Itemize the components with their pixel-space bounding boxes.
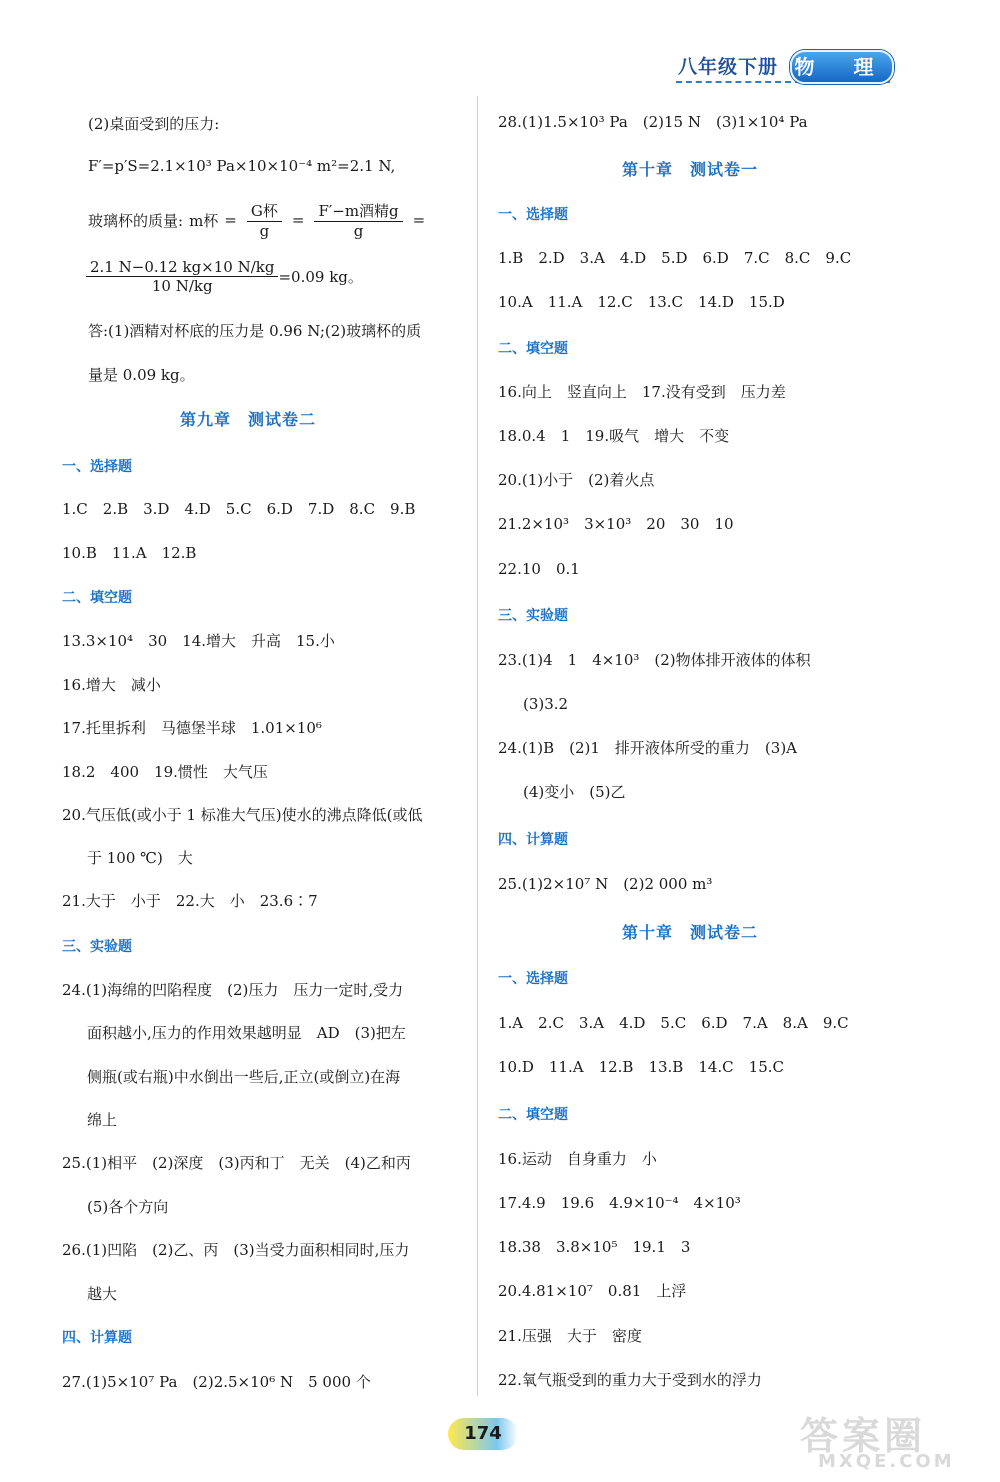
answer-line: 22.10 0.1 — [498, 560, 580, 578]
section-title: 四、计算题 — [62, 1330, 132, 1346]
formula-symbol: m杯 — [189, 211, 219, 230]
fraction: $\frac{\text{G杯}}{g}$ — [247, 200, 282, 240]
answer-line: 18.38 3.8×10⁵ 19.1 3 — [498, 1238, 691, 1256]
page-number: 174 — [448, 1418, 518, 1450]
subject-badge: 物 理 — [790, 50, 894, 84]
answer-line: 26.(1)凹陷 (2)乙、丙 (3)当受力面积相同时,压力 — [62, 1241, 410, 1259]
answer-line: 10.A 11.A 12.C 13.C 14.D 15.D — [498, 293, 785, 311]
glass-mass-result — [86, 258, 363, 295]
answer-line: 1.A 2.C 3.A 4.D 5.C 6.D 7.A 8.A 9.C — [498, 1014, 849, 1032]
answer-line: 10.D 11.A 12.B 13.B 14.C 15.C — [498, 1058, 784, 1076]
answer-line: 18.2 400 19.惯性 大气压 — [62, 763, 268, 781]
section-title: 三、实验题 — [62, 939, 132, 955]
answer-line: 侧瓶(或右瓶)中水倒出一些后,正立(或倒立)在海 — [72, 1068, 401, 1086]
answer-line: 20.4.81×10⁷ 0.81 上浮 — [498, 1282, 687, 1300]
fraction: $\frac{2.1 N-0.12 kg\times 10 N/kg}{10 N/kg}$ — [86, 258, 278, 295]
answer-line: 21.2×10³ 3×10³ 20 30 10 — [498, 515, 734, 533]
answer-line: (5)各个方向 — [72, 1198, 169, 1216]
answer-line: 20.(1)小于 (2)着火点 — [498, 471, 655, 489]
column-divider — [477, 96, 478, 1396]
formula-text: 玻璃杯的质量: — [88, 211, 184, 230]
answer-line: 16.增大 减小 — [62, 676, 161, 694]
answer-line: 24.(1)B (2)1 排开液体所受的重力 (3)A — [498, 739, 797, 757]
answer-line: F′=p′S=2.1×10³ Pa×10×10⁻⁴ m²=2.1 N, — [88, 157, 396, 175]
watermark-sub: MXQE.COM — [818, 1451, 955, 1472]
watermark-main: 答案圈 — [800, 1414, 927, 1458]
answer-line: 16.向上 竖直向上 17.没有受到 压力差 — [498, 383, 786, 401]
answer-line: 28.(1)1.5×10³ Pa (2)15 N (3)1×10⁴ Pa — [498, 113, 808, 131]
section-title: 三、实验题 — [498, 608, 568, 624]
answer-line: 越大 — [72, 1285, 118, 1303]
answer-line: 面积越小,压力的作用效果越明显 AD (3)把左 — [72, 1024, 406, 1042]
section-title: 一、选择题 — [62, 459, 132, 475]
section-title: 一、选择题 — [498, 971, 568, 987]
answer-line: 20.气压低(或小于 1 标准大气压)使水的沸点降低(或低 — [62, 806, 423, 824]
answer-line: 于 100 ℃) 大 — [72, 849, 193, 867]
fraction: $\frac{\text{F′−m酒精g}}{g}$ — [314, 200, 402, 240]
chapter-title: 第十章 测试卷二 — [622, 923, 759, 942]
answer-line: 1.B 2.D 3.A 4.D 5.D 6.D 7.C 8.C 9.C — [498, 249, 852, 267]
answer-line: 22.氧气瓶受到的重力大于受到水的浮力 — [498, 1371, 762, 1389]
chapter-title: 第十章 测试卷一 — [622, 160, 759, 179]
section-title: 二、填空题 — [498, 341, 568, 357]
answer-line: 10.B 11.A 12.B — [62, 544, 197, 562]
watermark-logo — [800, 1405, 990, 1477]
answer-line: 答:(1)酒精对杯底的压力是 0.96 N;(2)玻璃杯的质 — [88, 322, 422, 340]
answer-line: 16.运动 自身重力 小 — [498, 1150, 657, 1168]
formula-equals: = — [412, 211, 426, 229]
answer-line: 27.(1)5×10⁷ Pa (2)2.5×10⁶ N 5 000 个 — [62, 1373, 371, 1391]
answer-line: 24.(1)海绵的凹陷程度 (2)压力 压力一定时,受力 — [62, 981, 404, 999]
formula-equals: = — [224, 211, 237, 229]
answer-line: 21.压强 大于 密度 — [498, 1327, 642, 1345]
glass-mass-formula — [88, 200, 425, 240]
formula-equals: = — [291, 211, 305, 229]
answer-line: 18.0.4 1 19.吸气 增大 不变 — [498, 427, 730, 445]
section-title: 四、计算题 — [498, 832, 568, 848]
section-title: 二、填空题 — [498, 1107, 568, 1123]
answer-line: (3)3.2 — [508, 695, 569, 713]
answer-line: (4)变小 (5)乙 — [508, 783, 626, 801]
section-title: 二、填空题 — [62, 590, 132, 606]
answer-line: 17.4.9 19.6 4.9×10⁻⁴ 4×10³ — [498, 1194, 741, 1212]
answer-line: 13.3×10⁴ 30 14.增大 升高 15.小 — [62, 632, 335, 650]
answer-line: 25.(1)相平 (2)深度 (3)丙和丁 无关 (4)乙和丙 — [62, 1154, 411, 1172]
answer-line: 21.大于 小于 22.大 小 23.6∶7 — [62, 892, 318, 910]
answer-line: 量是 0.09 kg。 — [88, 366, 195, 384]
grade-label: 八年级下册 — [678, 56, 779, 78]
answer-line: 25.(1)2×10⁷ N (2)2 000 m³ — [498, 875, 713, 893]
chapter-title: 第九章 测试卷二 — [180, 410, 317, 429]
answer-line: (2)桌面受到的压力: — [88, 115, 220, 133]
answer-line: 1.C 2.B 3.D 4.D 5.C 6.D 7.D 8.C 9.B — [62, 500, 416, 518]
answer-line: 17.托里拆利 马德堡半球 1.01×10⁶ — [62, 719, 322, 737]
formula-result: =0.09 kg。 — [278, 268, 363, 286]
section-title: 一、选择题 — [498, 207, 568, 223]
page-header — [0, 0, 1000, 100]
answer-line: 23.(1)4 1 4×10³ (2)物体排开液体的体积 — [498, 651, 811, 669]
answer-line: 绵上 — [72, 1111, 118, 1129]
